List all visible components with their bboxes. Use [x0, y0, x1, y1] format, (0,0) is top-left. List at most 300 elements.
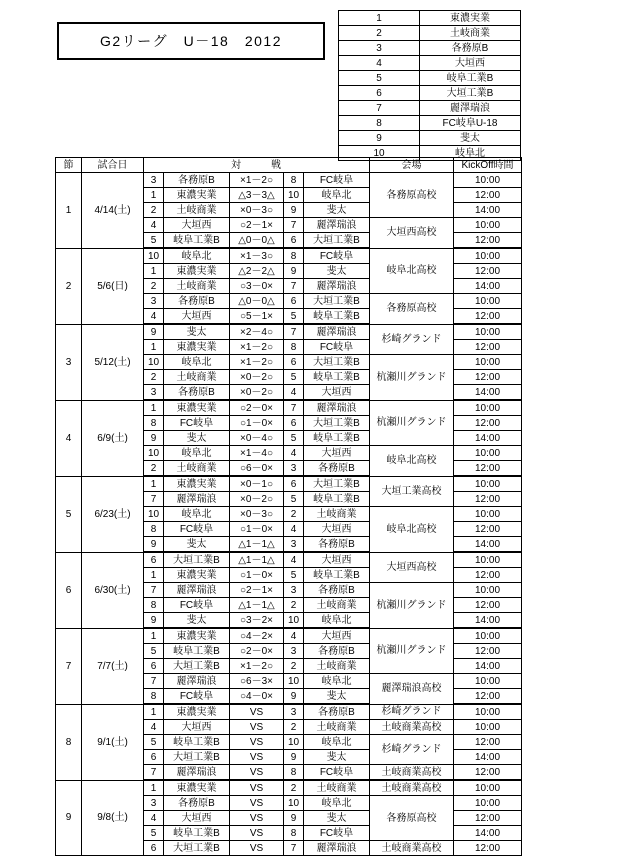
home-team-number: 9: [144, 537, 164, 553]
away-team-number: 3: [284, 461, 304, 477]
home-team-number: 1: [144, 704, 164, 720]
home-team-number: 1: [144, 400, 164, 416]
away-team-name: FC岐阜: [304, 340, 370, 355]
kickoff-time: 14:00: [454, 279, 522, 294]
match-score: ×1－2○: [230, 355, 284, 370]
kickoff-time: 10:00: [454, 552, 522, 568]
schedule-table-head: [56, 158, 522, 173]
kickoff-time: 12:00: [454, 233, 522, 249]
match-score: ○1－0×: [230, 568, 284, 583]
home-team-name: FC岐阜: [164, 416, 230, 431]
section-number: 1: [56, 173, 82, 249]
match-score: VS: [230, 735, 284, 750]
match-score: ○1－0×: [230, 416, 284, 431]
match-venue: 杭瀬川グランド: [370, 628, 454, 674]
home-team-name: 岐阜工業B: [164, 826, 230, 841]
home-team-number: 4: [144, 309, 164, 325]
schedule-row: [56, 400, 522, 416]
away-team-number: 8: [284, 765, 304, 781]
team-legend-row: [339, 101, 521, 116]
kickoff-time: 14:00: [454, 203, 522, 218]
home-team-name: 土岐商業: [164, 203, 230, 218]
home-team-name: 大垣工業B: [164, 552, 230, 568]
home-team-number: 6: [144, 841, 164, 856]
away-team-number: 4: [284, 552, 304, 568]
match-score: ×1－2○: [230, 340, 284, 355]
home-team-number: 2: [144, 279, 164, 294]
match-venue: 土岐商業高校: [370, 720, 454, 735]
home-team-name: 東濃実業: [164, 188, 230, 203]
home-team-number: 6: [144, 552, 164, 568]
kickoff-time: 12:00: [454, 841, 522, 856]
match-score: △2－2△: [230, 264, 284, 279]
away-team-name: 各務原B: [304, 461, 370, 477]
away-team-name: 斐太: [304, 750, 370, 765]
home-team-name: 斐太: [164, 431, 230, 446]
team-name: 東濃実業: [420, 11, 521, 26]
match-venue: 麗澤瑞浪高校: [370, 674, 454, 705]
home-team-number: 1: [144, 188, 164, 203]
away-team-name: 麗澤瑞浪: [304, 324, 370, 340]
away-team-name: FC岐阜: [304, 173, 370, 188]
match-score: ×0－4○: [230, 431, 284, 446]
team-legend-row: [339, 116, 521, 131]
kickoff-time: 14:00: [454, 537, 522, 553]
kickoff-time: 12:00: [454, 522, 522, 537]
away-team-number: 2: [284, 659, 304, 674]
home-team-number: 8: [144, 522, 164, 537]
home-team-name: 斐太: [164, 537, 230, 553]
home-team-name: 大垣西: [164, 309, 230, 325]
away-team-number: 4: [284, 628, 304, 644]
match-venue: 杭瀬川グランド: [370, 400, 454, 446]
match-date: 4/14(土): [82, 173, 144, 249]
away-team-name: 大垣工業B: [304, 355, 370, 370]
away-team-name: 麗澤瑞浪: [304, 279, 370, 294]
away-team-name: 大垣西: [304, 522, 370, 537]
away-team-name: 岐阜工業B: [304, 568, 370, 583]
match-score: VS: [230, 720, 284, 735]
home-team-number: 7: [144, 674, 164, 689]
kickoff-time: 10:00: [454, 507, 522, 522]
kickoff-time: 12:00: [454, 765, 522, 781]
match-score: ×0－2○: [230, 370, 284, 385]
header-match: 対 戦: [144, 158, 370, 173]
home-team-name: 東濃実業: [164, 476, 230, 492]
home-team-number: 3: [144, 796, 164, 811]
match-score: △0－0△: [230, 233, 284, 249]
team-name: 岐阜工業B: [420, 71, 521, 86]
away-team-number: 8: [284, 173, 304, 188]
match-venue: 岐阜北高校: [370, 446, 454, 477]
match-score: VS: [230, 750, 284, 765]
kickoff-time: 14:00: [454, 750, 522, 765]
team-legend-row: [339, 11, 521, 26]
kickoff-time: 12:00: [454, 340, 522, 355]
match-score: VS: [230, 826, 284, 841]
away-team-number: 10: [284, 613, 304, 629]
team-name: 大垣工業B: [420, 86, 521, 101]
home-team-name: 麗澤瑞浪: [164, 674, 230, 689]
header-section: 節: [56, 158, 82, 173]
match-venue: 大垣工業高校: [370, 476, 454, 507]
match-score: △0－0△: [230, 294, 284, 309]
home-team-name: 斐太: [164, 613, 230, 629]
away-team-name: 斐太: [304, 203, 370, 218]
section-number: 3: [56, 324, 82, 400]
kickoff-time: 12:00: [454, 309, 522, 325]
home-team-number: 1: [144, 568, 164, 583]
away-team-name: 大垣工業B: [304, 294, 370, 309]
match-score: ○4－2×: [230, 628, 284, 644]
away-team-name: 斐太: [304, 689, 370, 705]
away-team-name: 土岐商業: [304, 659, 370, 674]
kickoff-time: 10:00: [454, 780, 522, 796]
schedule-table: [55, 157, 522, 856]
match-score: ○3－2×: [230, 613, 284, 629]
match-score: ×0－3○: [230, 203, 284, 218]
home-team-number: 4: [144, 720, 164, 735]
match-venue: 土岐商業高校: [370, 765, 454, 781]
away-team-name: 岐阜北: [304, 796, 370, 811]
away-team-name: 土岐商業: [304, 720, 370, 735]
home-team-number: 10: [144, 446, 164, 461]
team-legend-row: [339, 71, 521, 86]
away-team-number: 5: [284, 431, 304, 446]
team-name: FC岐阜U-18: [420, 116, 521, 131]
team-number: 7: [339, 101, 420, 116]
team-name: 各務原B: [420, 41, 521, 56]
team-name: 麗澤瑞浪: [420, 101, 521, 116]
away-team-name: 土岐商業: [304, 780, 370, 796]
match-date: 5/6(日): [82, 248, 144, 324]
team-number: 8: [339, 116, 420, 131]
home-team-number: 10: [144, 355, 164, 370]
match-score: △3－3△: [230, 188, 284, 203]
away-team-name: 土岐商業: [304, 507, 370, 522]
kickoff-time: 10:00: [454, 446, 522, 461]
match-venue: 大垣西高校: [370, 218, 454, 249]
kickoff-time: 10:00: [454, 628, 522, 644]
match-venue: 土岐商業高校: [370, 780, 454, 796]
match-score: ×0－2○: [230, 385, 284, 401]
away-team-number: 2: [284, 720, 304, 735]
home-team-name: 東濃実業: [164, 264, 230, 279]
match-score: ×0－3○: [230, 507, 284, 522]
section-number: 4: [56, 400, 82, 476]
away-team-name: 麗澤瑞浪: [304, 400, 370, 416]
away-team-name: 岐阜工業B: [304, 492, 370, 507]
home-team-name: 岐阜北: [164, 507, 230, 522]
schedule-row: [56, 324, 522, 340]
home-team-name: 各務原B: [164, 294, 230, 309]
match-score: ○1－0×: [230, 522, 284, 537]
match-venue: 岐阜北高校: [370, 248, 454, 294]
match-venue: 土岐商業高校: [370, 841, 454, 856]
away-team-name: 大垣西: [304, 552, 370, 568]
home-team-name: 土岐商業: [164, 461, 230, 477]
away-team-number: 9: [284, 750, 304, 765]
home-team-number: 5: [144, 233, 164, 249]
away-team-number: 4: [284, 522, 304, 537]
match-score: ○2－1×: [230, 583, 284, 598]
team-number: 6: [339, 86, 420, 101]
away-team-number: 6: [284, 476, 304, 492]
kickoff-time: 12:00: [454, 416, 522, 431]
kickoff-time: 10:00: [454, 355, 522, 370]
page-title-box: [57, 22, 325, 60]
home-team-number: 4: [144, 811, 164, 826]
section-number: 7: [56, 628, 82, 704]
match-score: ○6－0×: [230, 461, 284, 477]
match-venue: 各務原高校: [370, 294, 454, 325]
away-team-number: 8: [284, 340, 304, 355]
team-number: 10: [339, 146, 420, 161]
match-venue: 杉崎グランド: [370, 735, 454, 765]
kickoff-time: 14:00: [454, 431, 522, 446]
away-team-name: 各務原B: [304, 644, 370, 659]
match-score: VS: [230, 811, 284, 826]
kickoff-time: 14:00: [454, 385, 522, 401]
away-team-name: 大垣工業B: [304, 476, 370, 492]
home-team-number: 1: [144, 476, 164, 492]
home-team-name: 麗澤瑞浪: [164, 583, 230, 598]
kickoff-time: 10:00: [454, 796, 522, 811]
home-team-name: 東濃実業: [164, 340, 230, 355]
away-team-name: 土岐商業: [304, 598, 370, 613]
kickoff-time: 12:00: [454, 461, 522, 477]
match-date: 6/23(土): [82, 476, 144, 552]
match-score: ×1－2○: [230, 659, 284, 674]
section-number: 6: [56, 552, 82, 628]
schedule-row: [56, 628, 522, 644]
team-number: 3: [339, 41, 420, 56]
kickoff-time: 12:00: [454, 188, 522, 203]
kickoff-time: 10:00: [454, 173, 522, 188]
away-team-name: 各務原B: [304, 583, 370, 598]
match-score: VS: [230, 796, 284, 811]
home-team-number: 1: [144, 780, 164, 796]
schedule-row: [56, 704, 522, 720]
home-team-name: 大垣工業B: [164, 841, 230, 856]
home-team-name: 東濃実業: [164, 628, 230, 644]
team-number: 5: [339, 71, 420, 86]
schedule-row: [56, 173, 522, 188]
schedule-header-row: [56, 158, 522, 173]
team-legend-row: [339, 41, 521, 56]
away-team-number: 3: [284, 583, 304, 598]
away-team-number: 4: [284, 446, 304, 461]
home-team-number: 6: [144, 750, 164, 765]
team-number: 1: [339, 11, 420, 26]
away-team-number: 4: [284, 385, 304, 401]
kickoff-time: 12:00: [454, 370, 522, 385]
match-score: ○2－0×: [230, 644, 284, 659]
home-team-name: 岐阜工業B: [164, 644, 230, 659]
home-team-number: 9: [144, 431, 164, 446]
away-team-number: 6: [284, 416, 304, 431]
away-team-number: 7: [284, 218, 304, 233]
home-team-number: 9: [144, 613, 164, 629]
match-date: 6/9(土): [82, 400, 144, 476]
home-team-name: 麗澤瑞浪: [164, 492, 230, 507]
home-team-name: 岐阜北: [164, 355, 230, 370]
team-legend-row: [339, 86, 521, 101]
match-score: VS: [230, 765, 284, 781]
team-name: 土岐商業: [420, 26, 521, 41]
away-team-number: 10: [284, 188, 304, 203]
home-team-number: 7: [144, 583, 164, 598]
kickoff-time: 10:00: [454, 674, 522, 689]
away-team-name: FC岐阜: [304, 826, 370, 841]
away-team-number: 3: [284, 537, 304, 553]
kickoff-time: 12:00: [454, 689, 522, 705]
home-team-name: 東濃実業: [164, 568, 230, 583]
away-team-name: 岐阜工業B: [304, 309, 370, 325]
kickoff-time: 10:00: [454, 720, 522, 735]
team-number: 4: [339, 56, 420, 71]
header-venue: 会場: [370, 158, 454, 173]
section-number: 5: [56, 476, 82, 552]
match-venue: 岐阜北高校: [370, 507, 454, 553]
match-venue: 各務原高校: [370, 796, 454, 841]
away-team-number: 2: [284, 598, 304, 613]
match-score: ×0－1○: [230, 476, 284, 492]
away-team-name: 麗澤瑞浪: [304, 841, 370, 856]
away-team-number: 5: [284, 492, 304, 507]
home-team-name: 岐阜工業B: [164, 233, 230, 249]
page-title: G2リーグ U－18 2012: [99, 33, 282, 49]
away-team-number: 10: [284, 796, 304, 811]
team-number: 9: [339, 131, 420, 146]
away-team-name: 岐阜北: [304, 188, 370, 203]
away-team-name: 麗澤瑞浪: [304, 218, 370, 233]
away-team-name: FC岐阜: [304, 248, 370, 264]
home-team-name: 東濃実業: [164, 704, 230, 720]
away-team-number: 5: [284, 568, 304, 583]
home-team-name: 土岐商業: [164, 279, 230, 294]
away-team-name: 岐阜北: [304, 674, 370, 689]
home-team-name: 東濃実業: [164, 780, 230, 796]
home-team-name: 大垣西: [164, 218, 230, 233]
away-team-number: 3: [284, 704, 304, 720]
kickoff-time: 10:00: [454, 324, 522, 340]
home-team-number: 7: [144, 765, 164, 781]
home-team-name: FC岐阜: [164, 598, 230, 613]
kickoff-time: 12:00: [454, 735, 522, 750]
home-team-name: 東濃実業: [164, 400, 230, 416]
match-score: ○4－0×: [230, 689, 284, 705]
match-score: △1－1△: [230, 598, 284, 613]
match-venue: 各務原高校: [370, 173, 454, 218]
match-score: ○2－0×: [230, 400, 284, 416]
team-legend-row: [339, 56, 521, 71]
match-venue: 杭瀬川グランド: [370, 583, 454, 629]
match-venue: 杉崎グランド: [370, 704, 454, 720]
away-team-name: 大垣工業B: [304, 233, 370, 249]
away-team-number: 3: [284, 644, 304, 659]
match-venue: 杭瀬川グランド: [370, 355, 454, 401]
team-name: 岐阜北: [420, 146, 521, 161]
match-score: ○3－0×: [230, 279, 284, 294]
section-number: 2: [56, 248, 82, 324]
schedule-row: [56, 552, 522, 568]
match-score: ○2－1×: [230, 218, 284, 233]
section-number: 8: [56, 704, 82, 780]
team-legend-row: [339, 131, 521, 146]
kickoff-time: 10:00: [454, 248, 522, 264]
match-score: ○5－1×: [230, 309, 284, 325]
away-team-name: 岐阜工業B: [304, 370, 370, 385]
match-date: 9/1(土): [82, 704, 144, 780]
home-team-number: 5: [144, 826, 164, 841]
away-team-name: 各務原B: [304, 537, 370, 553]
match-score: VS: [230, 780, 284, 796]
home-team-name: 斐太: [164, 324, 230, 340]
home-team-number: 1: [144, 264, 164, 279]
home-team-number: 8: [144, 416, 164, 431]
match-score: VS: [230, 704, 284, 720]
home-team-name: 各務原B: [164, 173, 230, 188]
home-team-number: 2: [144, 370, 164, 385]
match-venue: 大垣西高校: [370, 552, 454, 583]
team-legend-row: [339, 26, 521, 41]
away-team-number: 9: [284, 689, 304, 705]
match-score: △1－1△: [230, 537, 284, 553]
away-team-number: 7: [284, 400, 304, 416]
away-team-number: 5: [284, 309, 304, 325]
home-team-number: 1: [144, 628, 164, 644]
home-team-name: 大垣工業B: [164, 659, 230, 674]
kickoff-time: 10:00: [454, 476, 522, 492]
away-team-number: 10: [284, 735, 304, 750]
away-team-number: 9: [284, 811, 304, 826]
away-team-number: 5: [284, 370, 304, 385]
away-team-number: 10: [284, 674, 304, 689]
home-team-number: 8: [144, 598, 164, 613]
kickoff-time: 10:00: [454, 218, 522, 233]
home-team-number: 5: [144, 735, 164, 750]
kickoff-time: 12:00: [454, 644, 522, 659]
away-team-number: 6: [284, 294, 304, 309]
match-score: ×1－4○: [230, 446, 284, 461]
match-date: 6/30(土): [82, 552, 144, 628]
home-team-number: 9: [144, 324, 164, 340]
home-team-number: 10: [144, 507, 164, 522]
home-team-name: 土岐商業: [164, 370, 230, 385]
home-team-name: 大垣工業B: [164, 750, 230, 765]
away-team-name: 大垣西: [304, 446, 370, 461]
away-team-number: 7: [284, 324, 304, 340]
section-number: 9: [56, 780, 82, 856]
kickoff-time: 12:00: [454, 598, 522, 613]
away-team-number: 7: [284, 841, 304, 856]
away-team-number: 2: [284, 780, 304, 796]
home-team-name: 岐阜北: [164, 248, 230, 264]
match-score: ×2－4○: [230, 324, 284, 340]
match-score: ○6－3×: [230, 674, 284, 689]
away-team-number: 6: [284, 233, 304, 249]
home-team-number: 3: [144, 385, 164, 401]
away-team-name: 各務原B: [304, 704, 370, 720]
kickoff-time: 12:00: [454, 492, 522, 507]
away-team-name: 岐阜北: [304, 735, 370, 750]
home-team-number: 6: [144, 659, 164, 674]
home-team-number: 10: [144, 248, 164, 264]
home-team-name: 各務原B: [164, 796, 230, 811]
home-team-name: 岐阜北: [164, 446, 230, 461]
away-team-name: 岐阜北: [304, 613, 370, 629]
